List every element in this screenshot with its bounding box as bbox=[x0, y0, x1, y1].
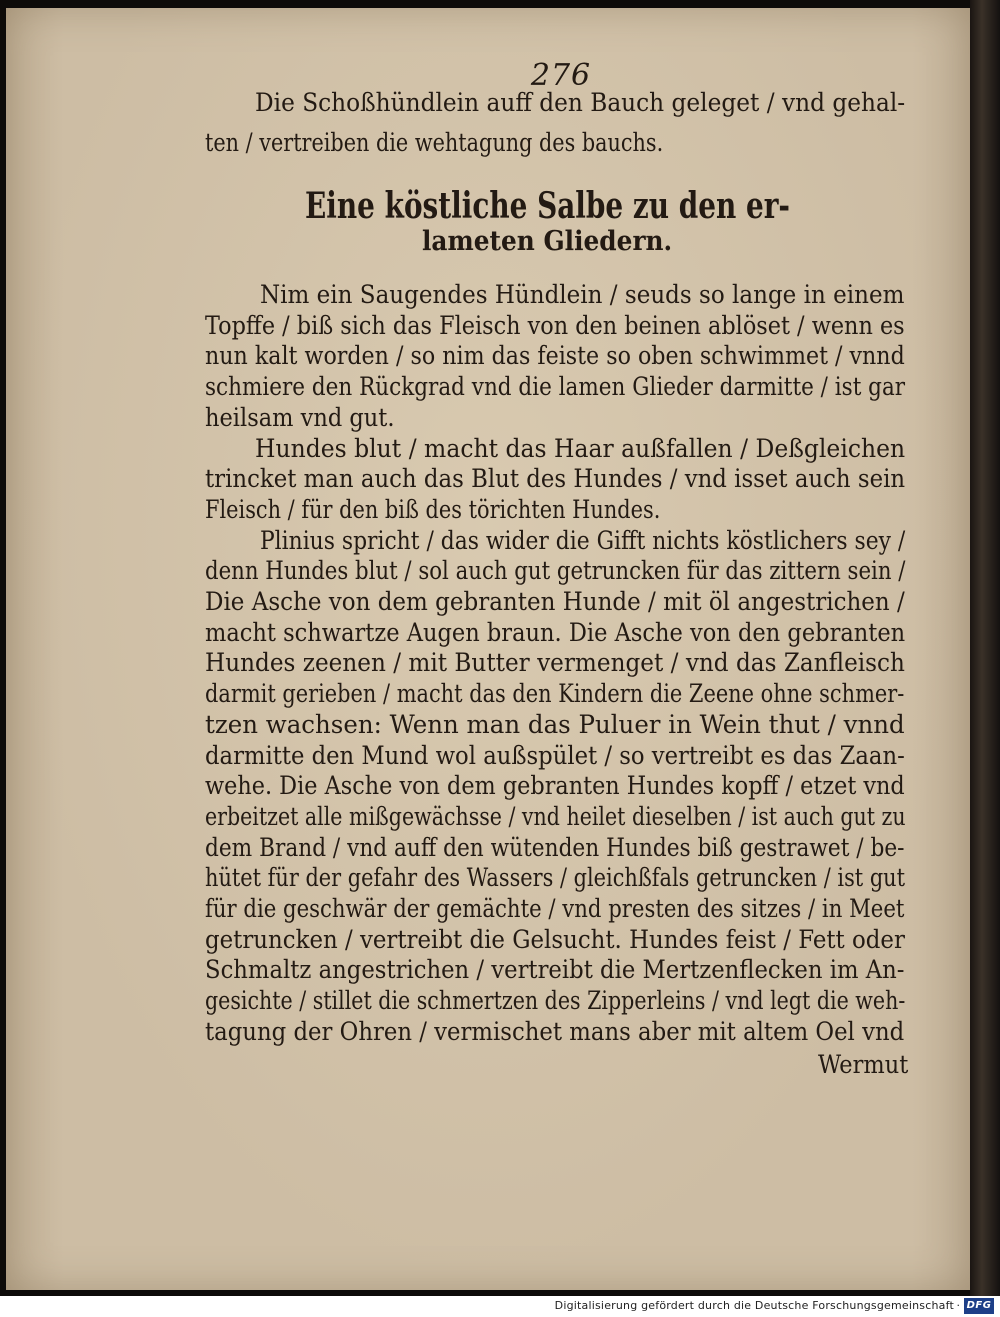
text-line: wehe. Die Asche von dem gebranten Hundes kopff / etzet vnd bbox=[205, 771, 905, 801]
text-line: Die Asche von dem gebranten Hunde / mit öl angestrichen / bbox=[205, 587, 905, 616]
text-line: schmiere den Rückgrad vnd die lamen Glieder darmitte / ist gar bbox=[205, 372, 906, 402]
text-line: Hundes zeenen / mit Butter vermenget / vnd das Zanfleisch bbox=[205, 648, 905, 678]
section-heading: Eine köstliche Salbe zu den er- bbox=[305, 185, 791, 227]
text-line: Hundes blut / macht das Haar außfallen / Deßgleichen bbox=[255, 433, 906, 463]
book-page bbox=[6, 8, 970, 1290]
text-line: heilsam vnd gut. bbox=[205, 402, 395, 432]
text-line: gesichte / stillet die schmertzen des Zipperleins / vnd legt die weh- bbox=[205, 986, 906, 1016]
dfg-logo-icon: DFG bbox=[964, 1298, 994, 1314]
text-line: trincket man auch das Blut des Hundes / vnd isset auch sein bbox=[205, 464, 906, 494]
text-line: Topffe / biß sich das Fleisch von den beinen ablöset / wenn es bbox=[205, 310, 905, 340]
text-line: getruncken / vertreibt die Gelsucht. Hundes feist / Fett oder bbox=[205, 924, 905, 954]
text-line: Fleisch / für den biß des törichten Hundes. bbox=[205, 494, 661, 524]
text-line: macht schwartze Augen braun. Die Asche von den gebranten bbox=[205, 617, 906, 647]
text-line: hütet für der gefahr des Wassers / gleichßfals getruncken / ist gut bbox=[205, 863, 906, 893]
page-edge bbox=[970, 0, 1000, 1296]
text-line: ten / vertreiben die wehtagung des bauchs. bbox=[205, 128, 664, 157]
text-line: nun kalt worden / so nim das feiste so oben schwimmet / vnnd bbox=[205, 341, 905, 371]
footer-separator: · bbox=[956, 1299, 960, 1312]
text-line: darmitte den Mund wol außspület / so vertreibt es das Zaan- bbox=[205, 740, 905, 770]
page-number: 276 bbox=[530, 58, 592, 93]
footer-bar bbox=[0, 1296, 1000, 1317]
text-line: erbeitzet alle mißgewächsse / vnd heilet dieselben / ist auch gut zu bbox=[205, 801, 906, 831]
text-line: Schmaltz angestrichen / vertreibt die Mertzenflecken im An- bbox=[205, 955, 905, 985]
text-line: Nim ein Saugendes Hündlein / seuds so lange in einem bbox=[260, 280, 905, 309]
catchword: Wermut bbox=[818, 1050, 909, 1079]
text-line: tagung der Ohren / vermischet mans aber mit altem Oel vnd bbox=[205, 1016, 905, 1046]
text-line: für die geschwär der gemächte / vnd presten des sitzes / in Meet bbox=[205, 894, 905, 923]
text-line: dem Brand / vnd auff den wütenden Hundes biß gestrawet / be- bbox=[205, 832, 905, 862]
funding-credit: Digitalisierung gefördert durch die Deutsche Forschungsgemeinschaft bbox=[554, 1299, 954, 1312]
section-heading: lameten Gliedern. bbox=[422, 226, 673, 257]
text-line: tzen wachsen: Wenn man das Puluer in Wein thut / vnnd bbox=[205, 709, 905, 739]
text-line: denn Hundes blut / sol auch gut getruncken für das zittern sein / bbox=[205, 556, 906, 586]
text-line: darmit gerieben / macht das den Kindern die Zeene ohne schmer- bbox=[205, 679, 905, 709]
text-line: Die Schoßhündlein auff den Bauch geleget / vnd gehal- bbox=[255, 88, 906, 117]
text-line: Plinius spricht / das wider die Gifft nichts köstlichers sey / bbox=[260, 525, 906, 555]
